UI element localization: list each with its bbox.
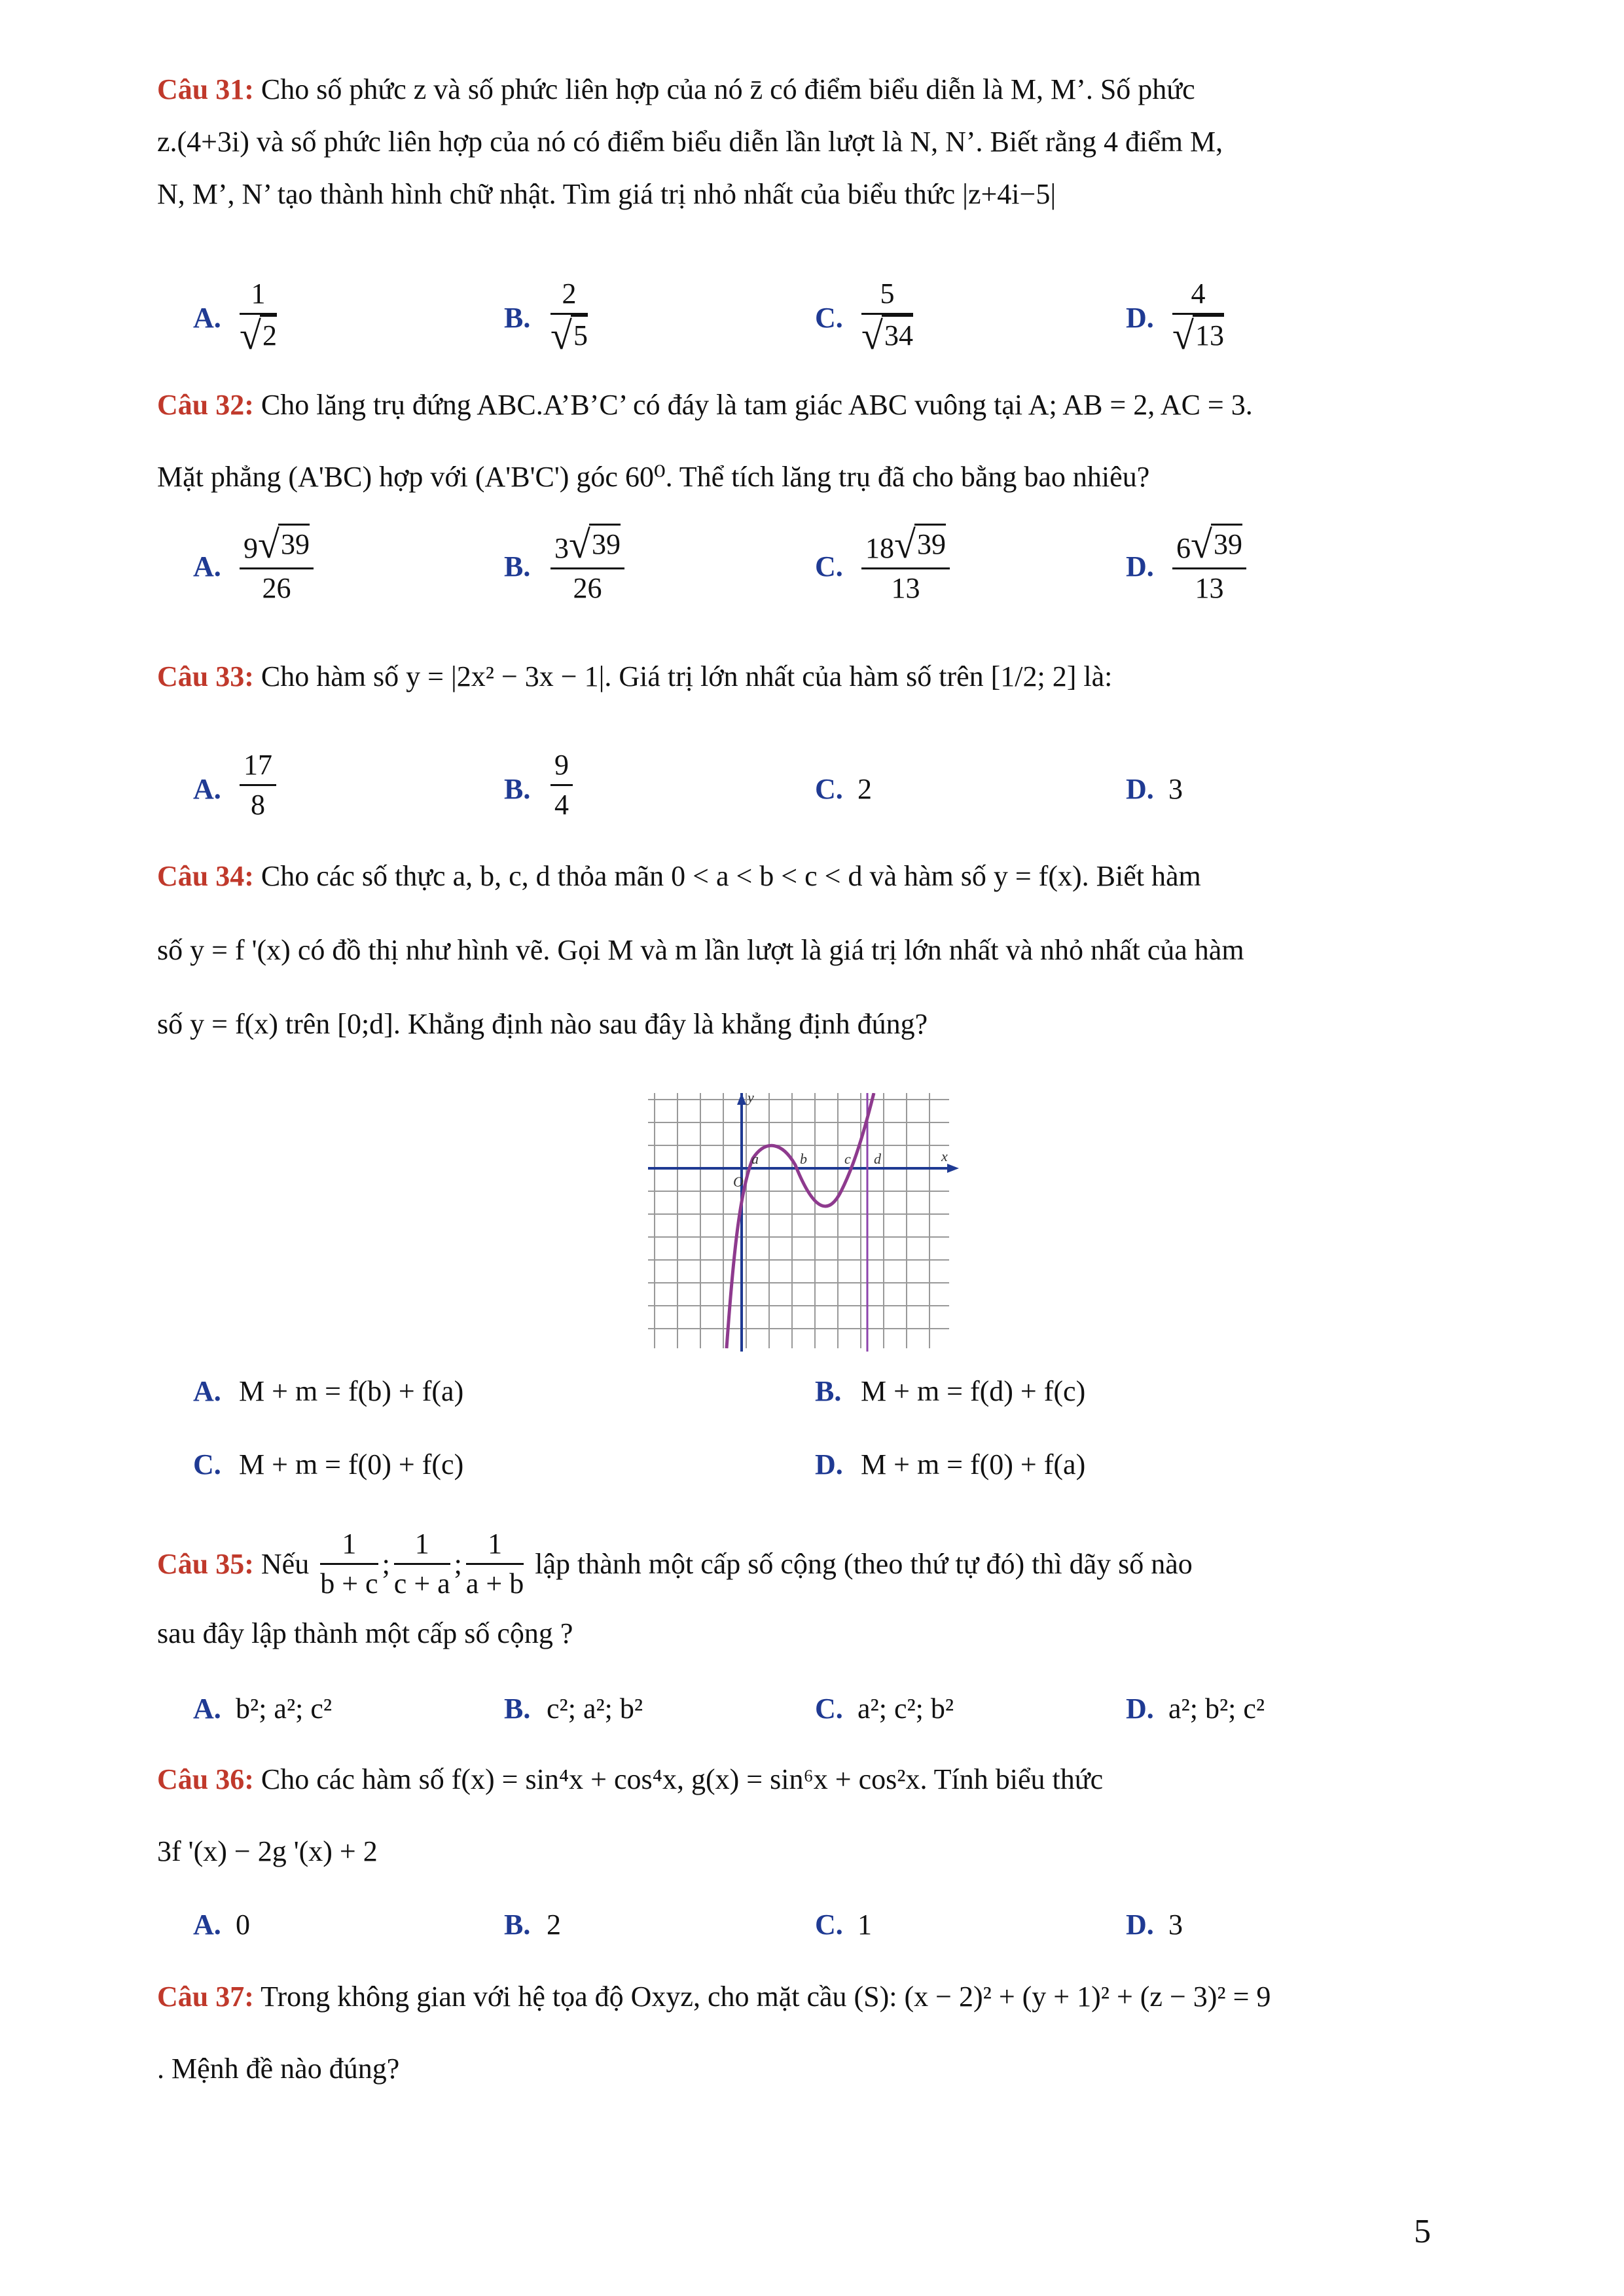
- q32-option-c[interactable]: C.: [815, 550, 843, 583]
- q32-options: A. 9 √ 39 26 B. 3 √ 39 26 C. 18 √ 39 13 D. 6 √ 39 13: [157, 524, 1466, 615]
- svg-text:y: y: [748, 1093, 754, 1105]
- q32-line2: Mặt phẳng (A'BC) hợp với (A'B'C') góc 60⁰. Thể tích lăng trụ đã cho bằng bao nhiêu?: [157, 461, 1150, 493]
- q31-option-c[interactable]: C.: [815, 302, 843, 334]
- q36-options: A. 0 B. 2 C. 1 D. 3: [193, 1909, 1183, 1941]
- question-37: Câu 37: Trong không gian với hệ tọa độ Oxyz, cho mặt cầu (S): (x − 2)² + (y + 1)² + (z − 3)² = 9 . Mệnh đề nào đúng?: [157, 1981, 1271, 2085]
- q31-option-d[interactable]: D.: [1126, 302, 1154, 334]
- question-32: [157, 386, 1466, 496]
- q31-line1: Câu 31: Cho số phức z và số phức liên hợp của nó z̄ có điểm biểu diễn là M, M’. Số phức: [157, 73, 1195, 105]
- q34-option-d[interactable]: D.: [815, 1448, 843, 1480]
- q32-option-d[interactable]: D.: [1126, 550, 1154, 583]
- question-36: Câu 36: Cho các hàm số f(x) = sin⁴x + cos⁴x, g(x) = sin⁶x + cos²x. Tính biểu thức 3f '(x) − 2g '(x) + 2: [157, 1763, 1104, 1867]
- q33-option-a[interactable]: A.: [193, 773, 221, 805]
- page-number: 5: [1414, 2213, 1431, 2250]
- q31-options: A. 1 √ 2 B. 2 √ 5 C. 5 √ 34 D. 4 √ 13: [157, 275, 1466, 367]
- q34-option-a[interactable]: A.: [193, 1375, 221, 1407]
- svg-text:d: d: [874, 1151, 881, 1167]
- q34-option-b[interactable]: B.: [815, 1375, 842, 1407]
- q32-line1: Câu 32: Cho lăng trụ đứng ABC.A’B’C’ có đáy là tam giác ABC vuông tại A; AB = 2, AC = 3.: [157, 389, 1253, 421]
- q32-option-a[interactable]: A.: [193, 550, 221, 583]
- q31-line3: N, M’, N’ tạo thành hình chữ nhật. Tìm giá trị nhỏ nhất của biểu thức |z+4i−5|: [157, 178, 1056, 210]
- q36-option-b[interactable]: B.: [504, 1909, 531, 1941]
- svg-text:b: b: [800, 1151, 807, 1167]
- question-34: Câu 34: Cho các số thực a, b, c, d thỏa mãn 0 < a < b < c < d và hàm số y = f(x). Biết hàm số y = f '(x) có đồ thị như hình vẽ. Gọi M và m lần lượt là giá trị lớn nhất và nhỏ nhất của hàm số y = f(x) trên [0;d]. Khẳng định nào sau đây là khẳng định đúng?: [157, 860, 1244, 1040]
- q34-option-c[interactable]: C.: [193, 1448, 221, 1480]
- svg-text:x: x: [941, 1148, 948, 1164]
- q33-option-d[interactable]: D.: [1126, 773, 1154, 805]
- q36-option-d[interactable]: D.: [1126, 1909, 1154, 1941]
- q36-option-c[interactable]: C.: [815, 1909, 843, 1941]
- q31-label: Câu 31:: [157, 73, 254, 105]
- question-31: [157, 71, 1466, 213]
- q35-option-b[interactable]: B.: [504, 1693, 531, 1725]
- q35-option-c[interactable]: C.: [815, 1693, 843, 1725]
- q33-option-b[interactable]: B.: [504, 773, 531, 805]
- question-33: Câu 33: Cho hàm số y = |2x² − 3x − 1|. Giá trị lớn nhất của hàm số trên [1/2; 2] là:: [157, 660, 1113, 692]
- q35-option-d[interactable]: D.: [1126, 1693, 1154, 1725]
- q35-options: A. b²; a²; c² B. c²; a²; b² C. a²; c²; b² D. a²; b²; c²: [193, 1693, 1265, 1725]
- q33-options: A. $\frac{17}{8}$ B. $\frac{9}{4}$ C. 2 D. 3: [157, 746, 1466, 838]
- derivative-graph: [648, 1093, 962, 1355]
- q32-option-b[interactable]: B.: [504, 550, 531, 583]
- svg-text:c: c: [844, 1151, 851, 1167]
- q35-option-a[interactable]: A.: [193, 1693, 221, 1725]
- derivative-curve: [727, 1093, 874, 1348]
- svg-text:O: O: [733, 1174, 744, 1190]
- q34-options: A. M + m = f(b) + f(a) B. M + m = f(d) + f(c) C. M + m = f(0) + f(c) D. M + m = f(0) + f(a): [193, 1375, 1086, 1480]
- q31-option-a[interactable]: A.: [193, 302, 221, 334]
- svg-text:a: a: [751, 1151, 759, 1167]
- q33-option-c[interactable]: C.: [815, 773, 843, 805]
- q31-line2: z.(4+3i) và số phức liên hợp của nó có điểm biểu diễn lần lượt là N, N’. Biết rằng 4 điểm M,: [157, 126, 1223, 158]
- q31-option-b[interactable]: B.: [504, 302, 531, 334]
- q36-option-a[interactable]: A.: [193, 1909, 221, 1941]
- question-35: Câu 35: Nếu $\frac{1}{b + c}$ ; $\frac{1}{c + a}$ ; $\frac{1}{a + b}$ lập thành một cấp số cộng (theo thứ tự đó) thì dãy số nào sau đây lập thành một cấp số cộng ?: [157, 1525, 1466, 1653]
